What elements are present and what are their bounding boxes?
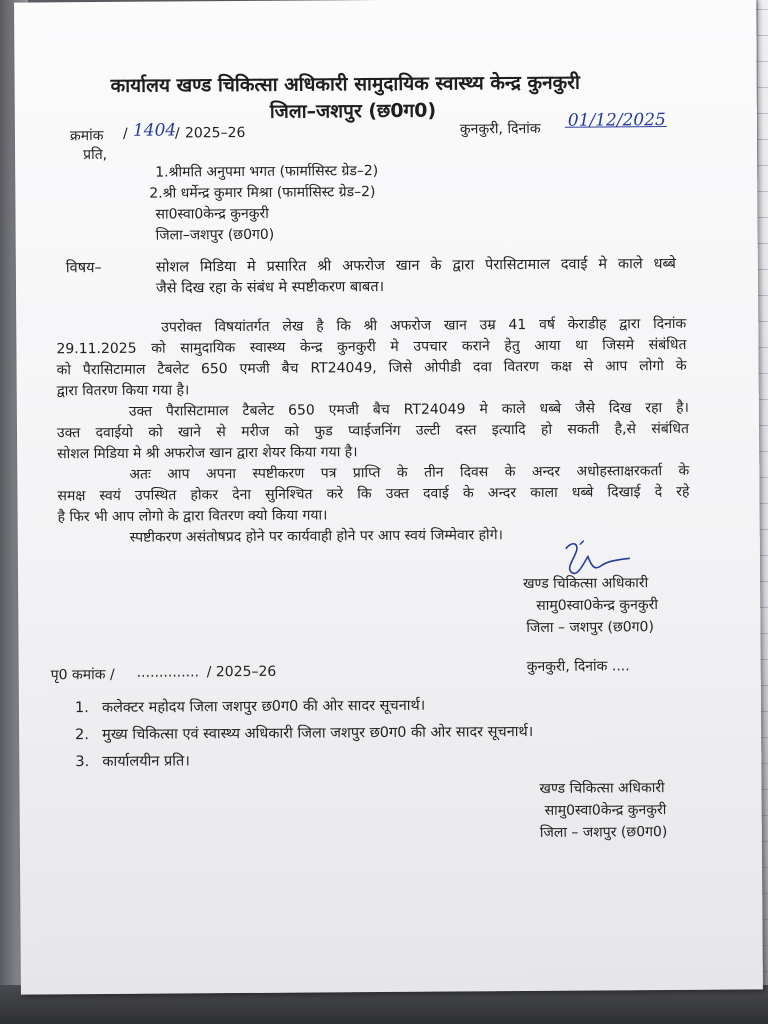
body-p1-line2: 29.11.2025 को सामुदायिक स्वास्थ्य केन्द्र कुनकुरी मे उपचार कराने हेतु आया था जिसमे संबंधित (56, 336, 687, 358)
body-p2-line1: उक्त पैरासिटामाल टैबलेट 650 एमजी बैच RT24049 मे काले धब्बे जैसे दिख रहा है। (128, 399, 689, 420)
body-p3-line3: है फिर भी आप लोगो के द्वारा वितरण क्यो किया गया। (57, 507, 328, 526)
body-p4-line1: स्पष्टीकरण असंतोषप्रद होने पर कार्यवाही होने पर आप स्वयं जिम्मेवार होगे। (129, 527, 503, 546)
endorse-item-1: कलेक्टर महोदय जिला जशपुर छ0ग0 की ओर सादर सूचनार्थ। (101, 697, 426, 716)
recipient-2: 2.श्री धर्मेन्द्र कुमार मिश्रा (फार्मासिस्ट ग्रेड–2) (149, 184, 376, 202)
endorse-ref-label: पृ0 कमांक / (50, 666, 115, 684)
sig2-district: जिला – जशपुर (छ0ग0) (539, 824, 668, 841)
endorse-num-2: 2. (75, 727, 90, 744)
ref-number-handwritten: 1404 (132, 120, 177, 141)
endorse-item-3: कार्यालयीन प्रति। (102, 753, 190, 770)
subject-line-1: सोशल मिडिया मे प्रसारित श्री अफरोज खान के द्वारा पेरासिटामाल दवाई मे काले धब्बे (155, 255, 676, 276)
letter-page (14, 0, 763, 995)
sig2-org: सामु0स्वा0केन्द्र कुनकुरी (544, 802, 667, 819)
ref-year: 2025–26 (184, 124, 246, 142)
body-p2-line2: उक्त दवाईयो को खाने से मरीज को फुड प्वाईजनिंग उल्टी दस्त इत्यादि हो सकती है,से संबंधित (56, 420, 690, 442)
body-p3-line1: अतः आप अपना स्पष्टीकरण पत्र प्राप्ति के तीन दिवस के अन्दर अधोहस्ताक्षरकर्ता के (129, 462, 690, 483)
to-label: प्रति, (83, 146, 108, 164)
office-heading: कार्यालय खण्ड चिकित्सा अधिकारी सामुदायिक स्वास्थ्य केन्द्र कुनकुरी (110, 71, 580, 97)
recipient-1: 1.श्रीमति अनुपमा भगत (फार्मासिस्ट ग्रेड–2) (155, 163, 379, 181)
district-heading: जिला–जशपुर (छ0ग0) (269, 99, 437, 123)
endorse-ref-dots: .............. (136, 664, 200, 681)
subject-label: विषय– (65, 259, 102, 277)
sig2-title: खण्ड चिकित्सा अधिकारी (539, 780, 665, 797)
sig1-org: सामु0स्वा0केन्द्र कुनकुरी (536, 597, 659, 614)
endorse-ref-year: / 2025–26 (206, 663, 277, 681)
recipient-district: जिला–जशपुर (छ0ग0) (155, 226, 275, 244)
subject-line-2: जैसे दिख रहा के संबंध मे स्पष्टीकरण बाबत। (155, 279, 385, 297)
recipient-org: सा0स्वा0केन्द्र कुनकुरी (155, 205, 269, 223)
endorse-num-1: 1. (74, 700, 89, 717)
sig1-title: खण्ड चिकित्सा अधिकारी (523, 575, 649, 593)
endorse-place-date: कुनकुरी, दिनांक .... (526, 658, 630, 676)
body-p1-line1: उपरोक्त विषयांतर्गत लेख है कि श्री अफरोज खान उम्र 41 वर्ष केराडीह द्वारा दिनांक (161, 315, 687, 336)
ref-slash-1: / (122, 125, 128, 142)
place-date-label: कुनकुरी, दिनांक (459, 120, 541, 138)
sig1-district: जिला – जशपुर (छ0ग0) (526, 619, 654, 637)
body-p3-line2: समक्ष स्वयं उपस्थित होकर देना सुनिश्चित करे कि उक्त दवाई के अन्दर काला धब्बे दिखाई दे रहे (57, 483, 690, 505)
endorse-item-2: मुख्य चिकित्सा एवं स्वास्थ्य अधिकारी जिला जशपुर छ0ग0 की ओर सादर सूचनार्थ। (102, 723, 534, 743)
date-handwritten: 01/12/2025 (567, 110, 666, 131)
ref-label: क्रमांक (69, 127, 104, 145)
ref-slash-2: / (174, 125, 180, 142)
body-p2-line3: सोशल मिडिया मे श्री अफरोज खान द्वारा शेयर किया गया है। (57, 444, 358, 463)
endorse-num-3: 3. (75, 754, 90, 771)
body-p1-line3: को पैरासिटामाल टैबलेट 650 एमजी बैच RT24049, जिसे ओपीडी दवा वितरण कक्ष से आप लोगो के (56, 357, 687, 379)
body-p1-line4: द्वारा वितरण किया गया है। (56, 382, 190, 400)
